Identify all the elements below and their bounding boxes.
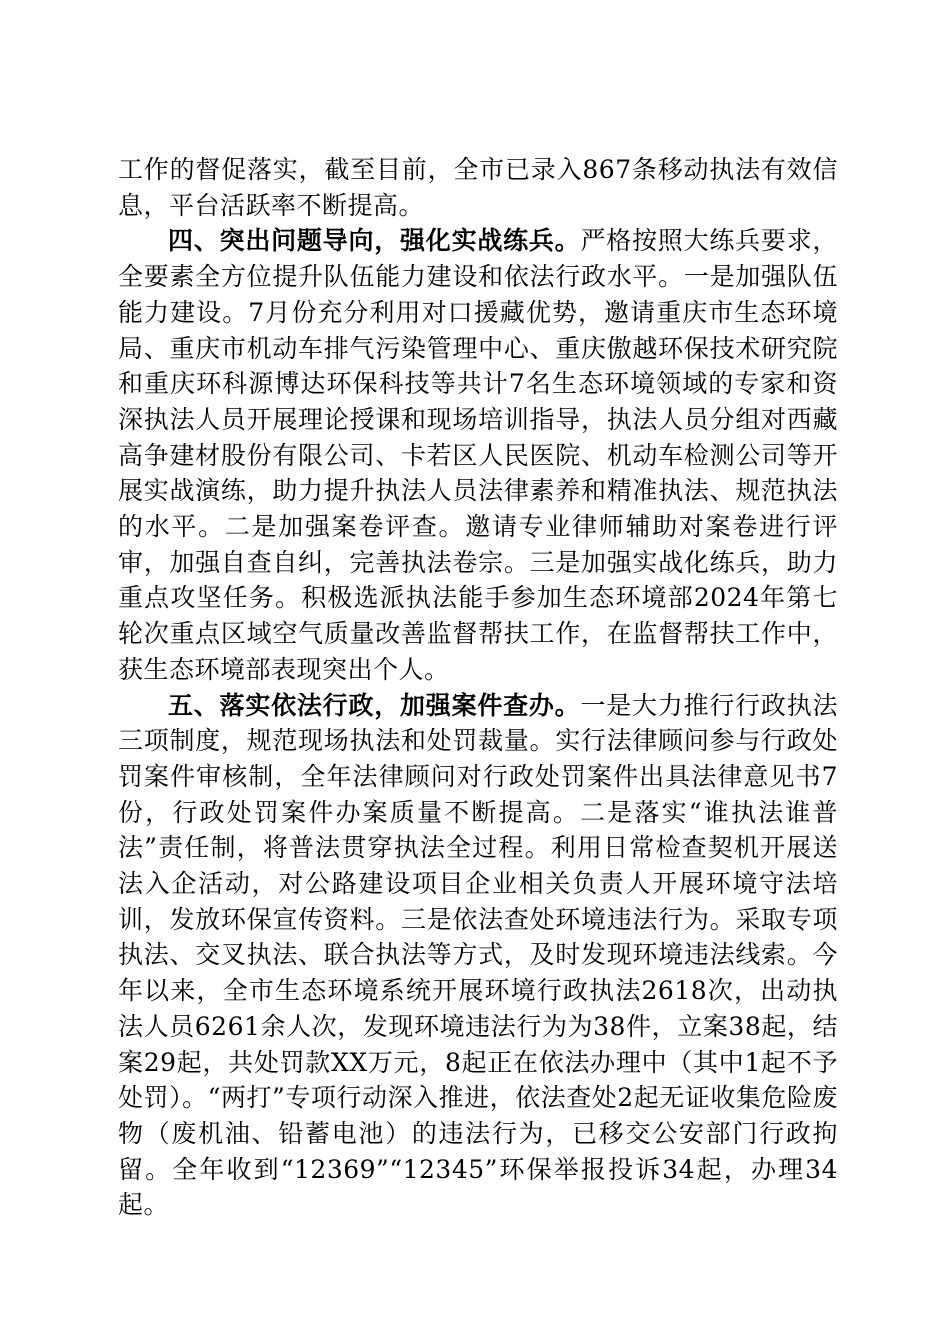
paragraph-section-five: [118, 688, 838, 1224]
document-page: [118, 152, 838, 1223]
section-heading: 五、落实依法行政，加强案件查办。: [168, 690, 581, 720]
paragraph-section-four: [118, 223, 838, 687]
paragraph-body: 严格按照大练兵要求，全要素全方位提升队伍能力建设和依法行政水平。一是加强队伍能力建设。7月份充分利用对口援藏优势，邀请重庆市生态环境局、重庆市机动车排气污染管理中心、重庆傲越环保技术研究院和重庆环科源博达环保科技等共计7名生态环境领域的专家和资深执法人员开展理论授课和现场培训指导，执法人员分组对西藏高争建材股份有限公司、卡若区人民医院、机动车检测公司等开展实战演练，助力提升执法人员法律素养和精准执法、规范执法的水平。二是加强案卷评查。邀请专业律师辅助对案卷进行评审，加强自查自纠，完善执法卷宗。三是加强实战化练兵，助力重点攻坚任务。积极选派执法能手参加生态环境部2024年第七轮次重点区域空气质量改善监督帮扶工作，在监督帮扶工作中，获生态环境部表现突出个人。: [118, 226, 838, 684]
section-heading: 四、突出问题导向，强化实战练兵。: [168, 226, 581, 256]
paragraph-body: 工作的督促落实，截至目前，全市已录入867条移动执法有效信息，平台活跃率不断提高。: [118, 155, 838, 220]
paragraph-continuation: [118, 152, 838, 223]
paragraph-body: 一是大力推行行政执法三项制度，规范现场执法和处罚裁量。实行法律顾问参与行政处罚案件审核制，全年法律顾问对行政处罚案件出具法律意见书7份，行政处罚案件办案质量不断提高。二是落实“谁执法谁普法”责任制，将普法贯穿执法全过程。利用日常检查契机开展送法入企活动，对公路建设项目企业相关负责人开展环境守法培训，发放环保宣传资料。三是依法查处环境违法行为。采取专项执法、交叉执法、联合执法等方式，及时发现环境违法线索。今年以来，全市生态环境系统开展环境行政执法2618次，出动执法人员6261余人次，发现环境违法行为为38件，立案38起，结案29起，共处罚款XX万元，8起正在依法办理中（其中1起不予处罚）。“两打”专项行动深入推进，依法查处2起无证收集危险废物（废机油、铅蓄电池）的违法行为，已移交公安部门行政拘留。全年收到“12369”“12345”环保举报投诉34起，办理34起。: [118, 690, 838, 1220]
document-body: [118, 152, 838, 1223]
